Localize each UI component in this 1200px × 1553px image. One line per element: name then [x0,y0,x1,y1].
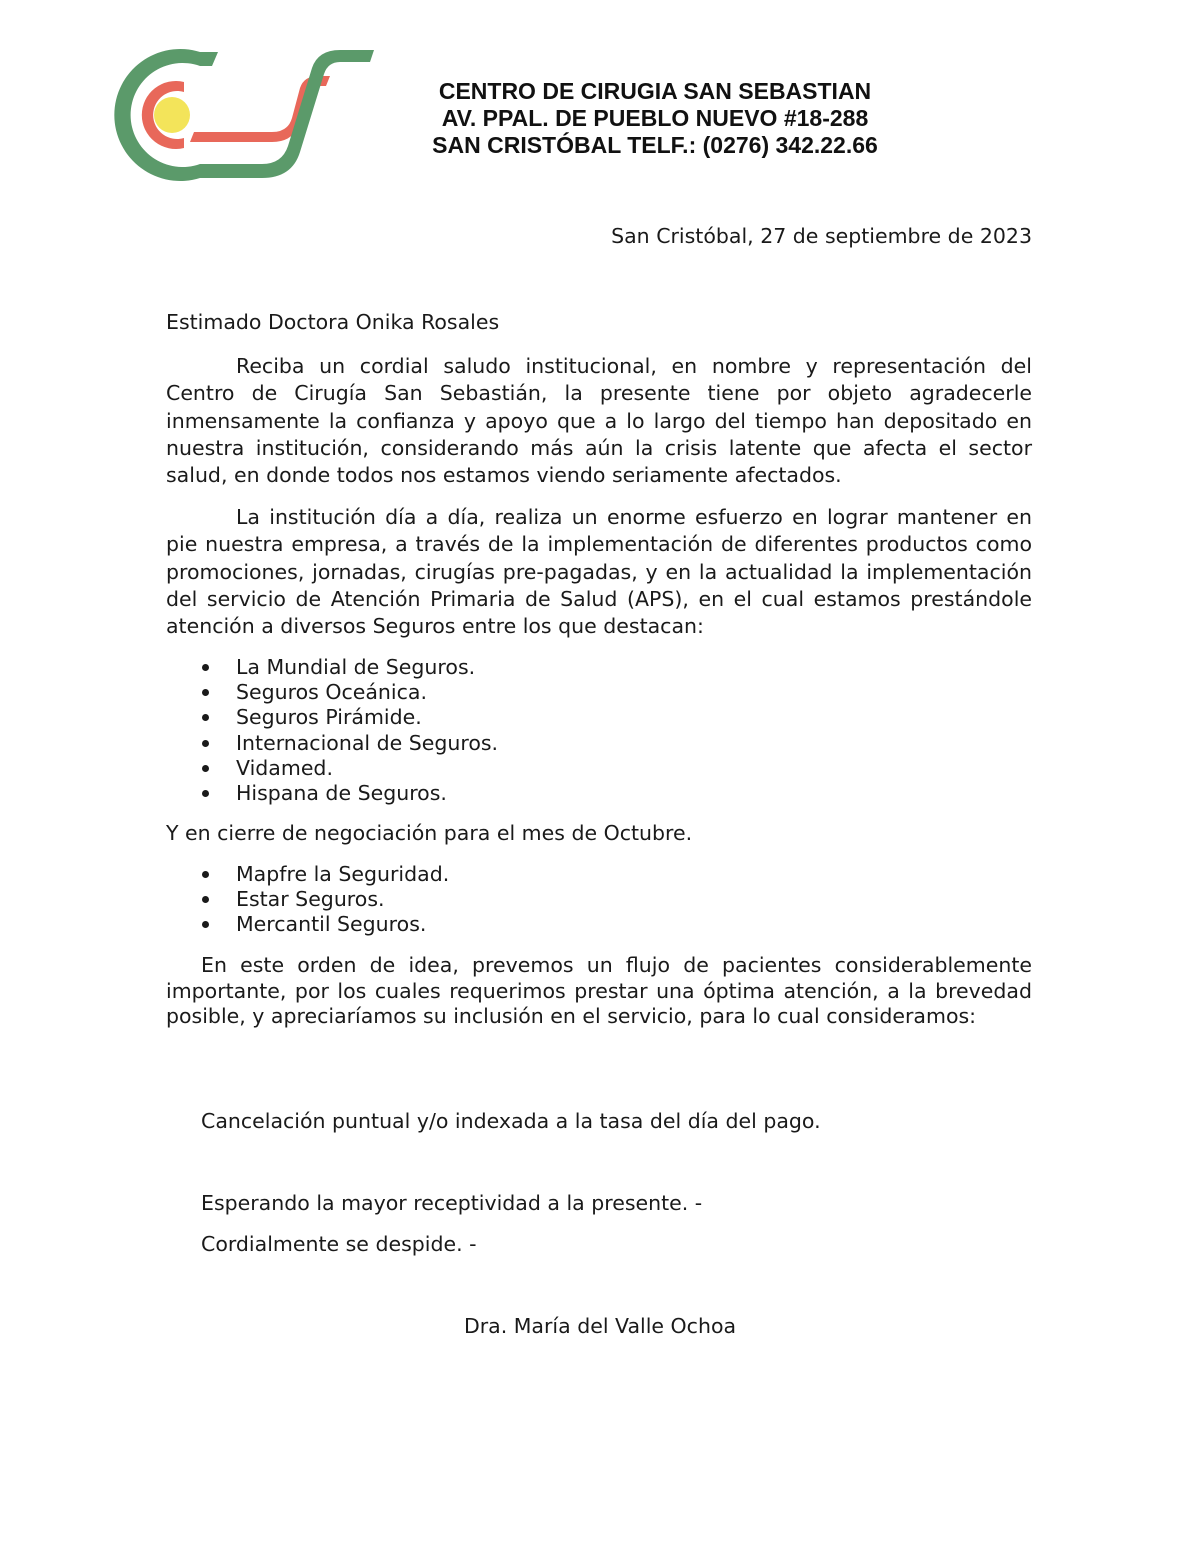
clinic-logo [112,44,374,184]
paragraph-institution: La institución día a día, realiza un enorme esfuerzo en lograr mantener en pie nuestra empresa, a través de la implementación de diferentes productos como promociones, jornadas, cirugías pre-pagadas, y en la actualidad la implementación del servicio de Atención Primaria de Salud (APS), en el cual estamos prestándole atención a diversos Seguros entre los que destacan: [166,505,1032,639]
list-item: Hispana de Seguros. [166,781,498,806]
letterhead [405,78,905,159]
signature-name: Dra. María del Valle Ochoa [463,1314,737,1338]
list-item: Vidamed. [166,756,498,781]
negotiation-insurers-list [166,862,449,938]
cancellation-terms: Cancelación puntual y/o indexada a la tasa del día del pago. [201,1109,821,1133]
closing-farewell: Cordialmente se despide. - [201,1232,477,1256]
list-item: La Mundial de Seguros. [166,655,498,680]
clinic-address: AV. PPAL. DE PUEBLO NUEVO #18-288 [441,105,869,131]
clinic-name: CENTRO DE CIRUGIA SAN SEBASTIAN [438,78,872,104]
paragraph-patient-flow: En este orden de idea, prevemos un flujo de pacientes considerablemente importante, por los cuales requerimos prestar una óptima atención, a la brevedad posible, y apreciaríamos su inclusión en el servicio, para lo cual consideramos: [166,953,1032,1028]
clinic-phone: SAN CRISTÓBAL TELF.: (0276) 342.22.66 [432,132,878,158]
list-item: Internacional de Seguros. [166,731,498,756]
list-item: Mercantil Seguros. [166,912,449,937]
list-item: Seguros Oceánica. [166,680,498,705]
closing-receptivity: Esperando la mayor receptividad a la presente. - [201,1191,703,1215]
letter-date: San Cristóbal, 27 de septiembre de 2023 [611,224,1032,248]
salutation: Estimado Doctora Onika Rosales [166,310,500,334]
list-item: Seguros Pirámide. [166,705,498,730]
negotiation-line: Y en cierre de negociación para el mes de Octubre. [166,821,693,845]
insurers-list [166,655,498,806]
paragraph-greeting: Reciba un cordial saludo institucional, en nombre y representación del Centro de Cirugía San Sebastián, la presente tiene por objeto agradecerle inmensamente la confianza y apoyo que a lo largo del tiempo han depositado en nuestra institución, considerando más aún la crisis latente que afecta el sector salud, en donde todos nos estamos viendo seriamente afectados. [166,354,1032,488]
list-item: Estar Seguros. [166,887,449,912]
list-item: Mapfre la Seguridad. [166,862,449,887]
